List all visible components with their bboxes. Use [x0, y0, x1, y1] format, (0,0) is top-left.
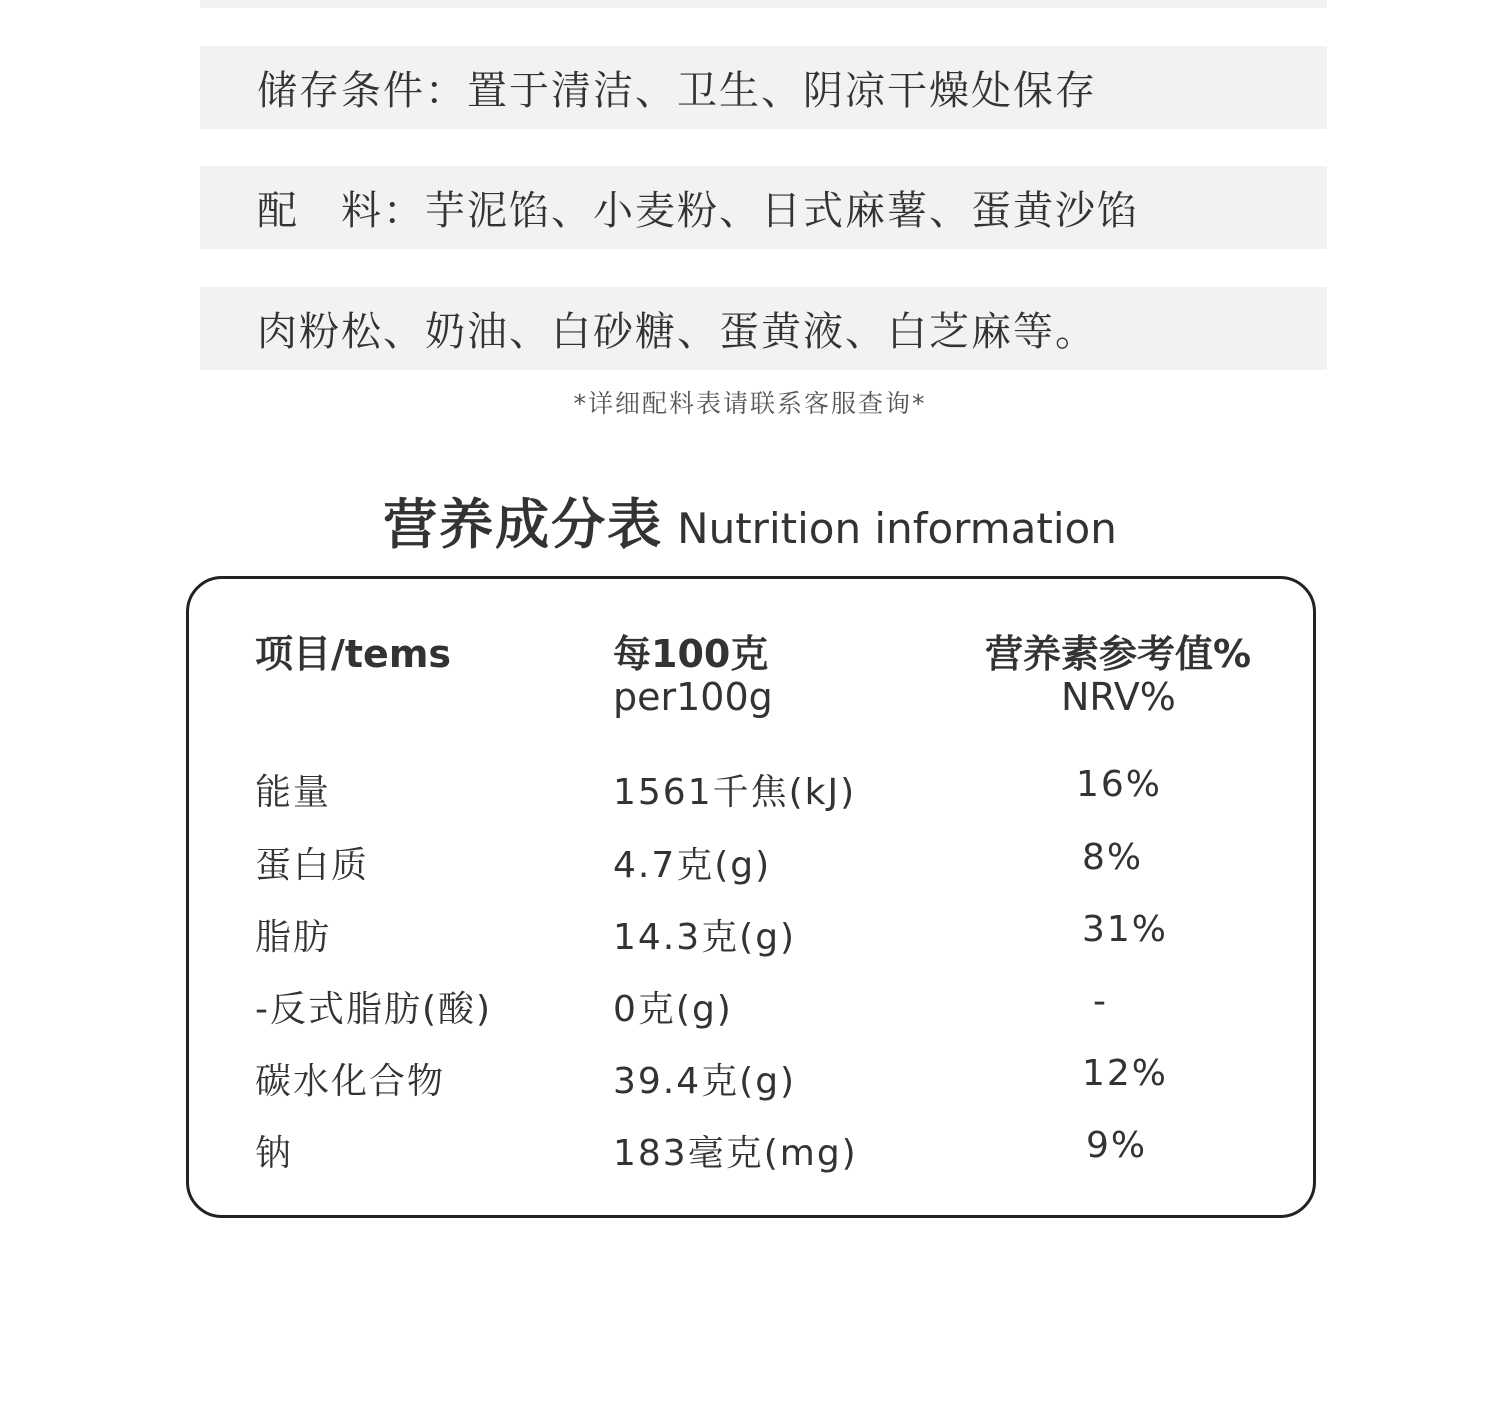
ingredients-footnote: *详细配料表请联系客服查询* [573, 389, 927, 418]
row-transfat-nrv: - [1093, 981, 1108, 1022]
header-nrv-en: NRV% [1061, 675, 1176, 719]
row-sodium-per100: 183毫克(mg) [613, 1133, 858, 1174]
nutrition-title-cn: 营养成分表 [383, 493, 664, 556]
ingredients-line1: 芋泥馅、小麦粉、日式麻薯、蛋黄沙馅 [425, 188, 1139, 234]
row-carbs-item: 碳水化合物 [255, 1061, 446, 1102]
row-carbs-per100: 39.4克(g) [613, 1061, 797, 1102]
ingredients-line2: 肉粉松、奶油、白砂糖、蛋黄液、白芝麻等。 [257, 309, 1097, 355]
nutrition-title [0, 482, 1500, 559]
row-carbs-nrv: 12% [1082, 1053, 1169, 1094]
row-protein-item: 蛋白质 [255, 845, 370, 886]
ingredients-band [200, 166, 1327, 249]
row-sodium-nrv: 9% [1086, 1125, 1148, 1166]
row-transfat-per100: 0克(g) [613, 989, 733, 1030]
nutrition-table [186, 576, 1316, 1218]
row-transfat-item: -反式脂肪(酸) [255, 989, 493, 1030]
row-fat-nrv: 31% [1082, 909, 1169, 950]
row-sodium-item: 钠 [255, 1133, 294, 1174]
row-fat-per100: 14.3克(g) [613, 917, 797, 958]
nutrition-title-en: Nutrition information [677, 504, 1117, 553]
storage-band [200, 46, 1327, 129]
storage-label: 储存条件： [257, 68, 467, 114]
top-divider-band [200, 0, 1327, 8]
row-energy-nrv: 16% [1076, 764, 1163, 805]
row-protein-nrv: 8% [1082, 837, 1144, 878]
ingredients-band-2 [200, 287, 1327, 370]
row-fat-item: 脂肪 [255, 917, 332, 958]
header-nrv-cn: 营养素参考值% [985, 632, 1252, 676]
row-protein-per100: 4.7克(g) [613, 845, 772, 886]
header-item [255, 623, 451, 678]
header-per100-cn: 每100克 [613, 632, 769, 676]
storage-value: 置于清洁、卫生、阴凉干燥处保存 [467, 68, 1097, 114]
header-item-text: 项目/tems [255, 632, 452, 676]
row-energy-item: 能量 [255, 772, 332, 813]
header-per100-en: per100g [613, 675, 773, 719]
ingredients-label: 配 料： [257, 188, 425, 234]
row-energy-per100: 1561千焦(kJ) [613, 772, 857, 813]
